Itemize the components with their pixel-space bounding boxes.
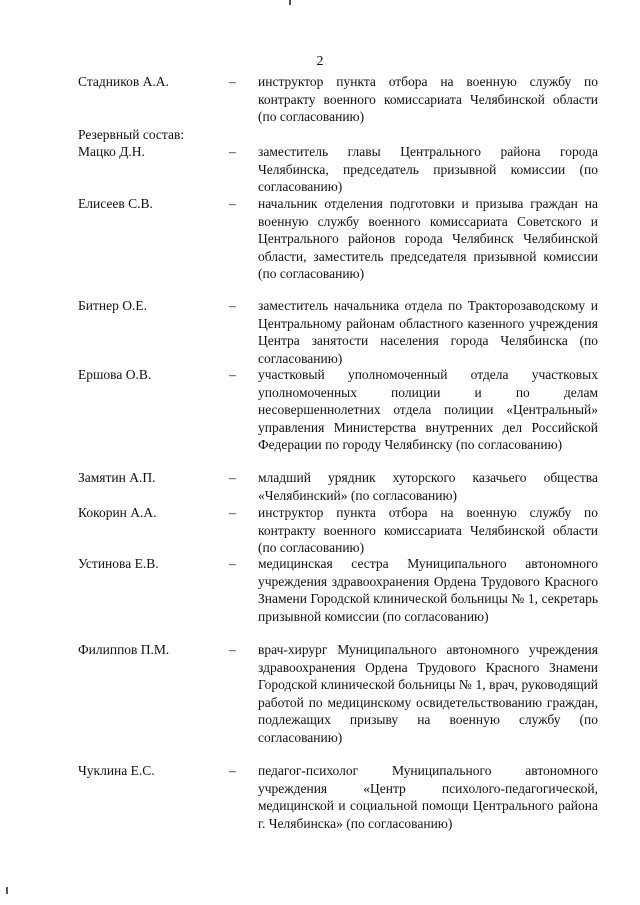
- separator-dash: –: [229, 763, 236, 778]
- member-name: Филиппов П.М.: [78, 642, 170, 657]
- separator-dash: –: [229, 144, 236, 159]
- member-role: начальник отделения подготовки и призыва граждан на военную службу военного комиссариата Советского и Центрального районов города Челябинск Челябинской области, заместитель председателя призывной комиссии (по согласованию): [258, 196, 598, 281]
- member-name: Устинова Е.В.: [78, 556, 159, 571]
- separator-dash: –: [229, 196, 236, 211]
- member-name: Елисеев С.В.: [78, 196, 153, 211]
- member-role: заместитель главы Центрального района города Челябинска, председатель призывной комиссии (по согласованию): [258, 144, 598, 194]
- separator-dash: –: [229, 505, 236, 520]
- member-name: Кокорин А.А.: [78, 505, 157, 520]
- separator-dash: –: [229, 298, 236, 313]
- member-role: младший урядник хуторского казачьего общества «Челябинский» (по согласованию): [258, 470, 598, 503]
- member-role: педагог-психолог Муниципального автономного учреждения «Центр психолого-педагогической, медицинской и социальной помощи Центрального района г. Челябинска» (по согласованию): [258, 763, 598, 831]
- member-entry: [78, 143, 598, 196]
- reserve-section-label: Резервный состав:: [78, 127, 185, 142]
- member-name: Ершова О.В.: [78, 367, 152, 382]
- member-entry: [78, 366, 598, 454]
- member-role: медицинская сестра Муниципального автономного учреждения здравоохранения Ордена Трудового Красного Знамени Городской клинической больницы № 1, секретарь призывной комиссии (по согласованию): [258, 556, 598, 624]
- scan-artifact-bottom: [6, 887, 8, 894]
- separator-dash: –: [229, 642, 236, 657]
- member-entry: [78, 555, 598, 625]
- member-role: заместитель начальника отдела по Тракторозаводскому и Центральному районам областного казенного учреждения Центра занятости населения города Челябинска (по согласованию): [258, 298, 598, 366]
- separator-dash: –: [229, 470, 236, 485]
- separator-dash: –: [229, 74, 236, 89]
- member-entry: [78, 469, 598, 504]
- member-name: Битнер О.Е.: [78, 298, 147, 313]
- member-entry: [78, 762, 598, 832]
- member-entry: [78, 504, 598, 557]
- member-entry: [78, 641, 598, 746]
- separator-dash: –: [229, 367, 236, 382]
- member-entry: [78, 297, 598, 367]
- member-name: Мацко Д.Н.: [78, 144, 145, 159]
- member-name: Чуклина Е.С.: [78, 763, 155, 778]
- member-name: Замятин А.П.: [78, 470, 156, 485]
- page-number: 2: [316, 54, 324, 69]
- scan-artifact-top: [289, 0, 291, 5]
- member-role: инструктор пункта отбора на военную службу по контракту военного комиссариата Челябинской области (по согласованию): [258, 505, 598, 555]
- member-entry: [78, 195, 598, 283]
- member-role: врач-хирург Муниципального автономного учреждения здравоохранения Ордена Трудового Красного Знамени Городской клинической больницы № 1, врач, руководящий работой по медицинскому освидетельствованию граждан, подлежащих призыву на военную службу (по согласованию): [258, 642, 598, 745]
- member-name: Стадников А.А.: [78, 74, 169, 89]
- separator-dash: –: [229, 556, 236, 571]
- member-role: участковый уполномоченный отдела участковых уполномоченных полиции и по делам несовершеннолетних отдела полиции «Центральный» управления Министерства внутренних дел Российской Федерации по городу Челябинску (по согласованию): [258, 367, 598, 452]
- member-role: инструктор пункта отбора на военную службу по контракту военного комиссариата Челябинской области (по согласованию): [258, 74, 598, 124]
- member-entry: [78, 73, 598, 126]
